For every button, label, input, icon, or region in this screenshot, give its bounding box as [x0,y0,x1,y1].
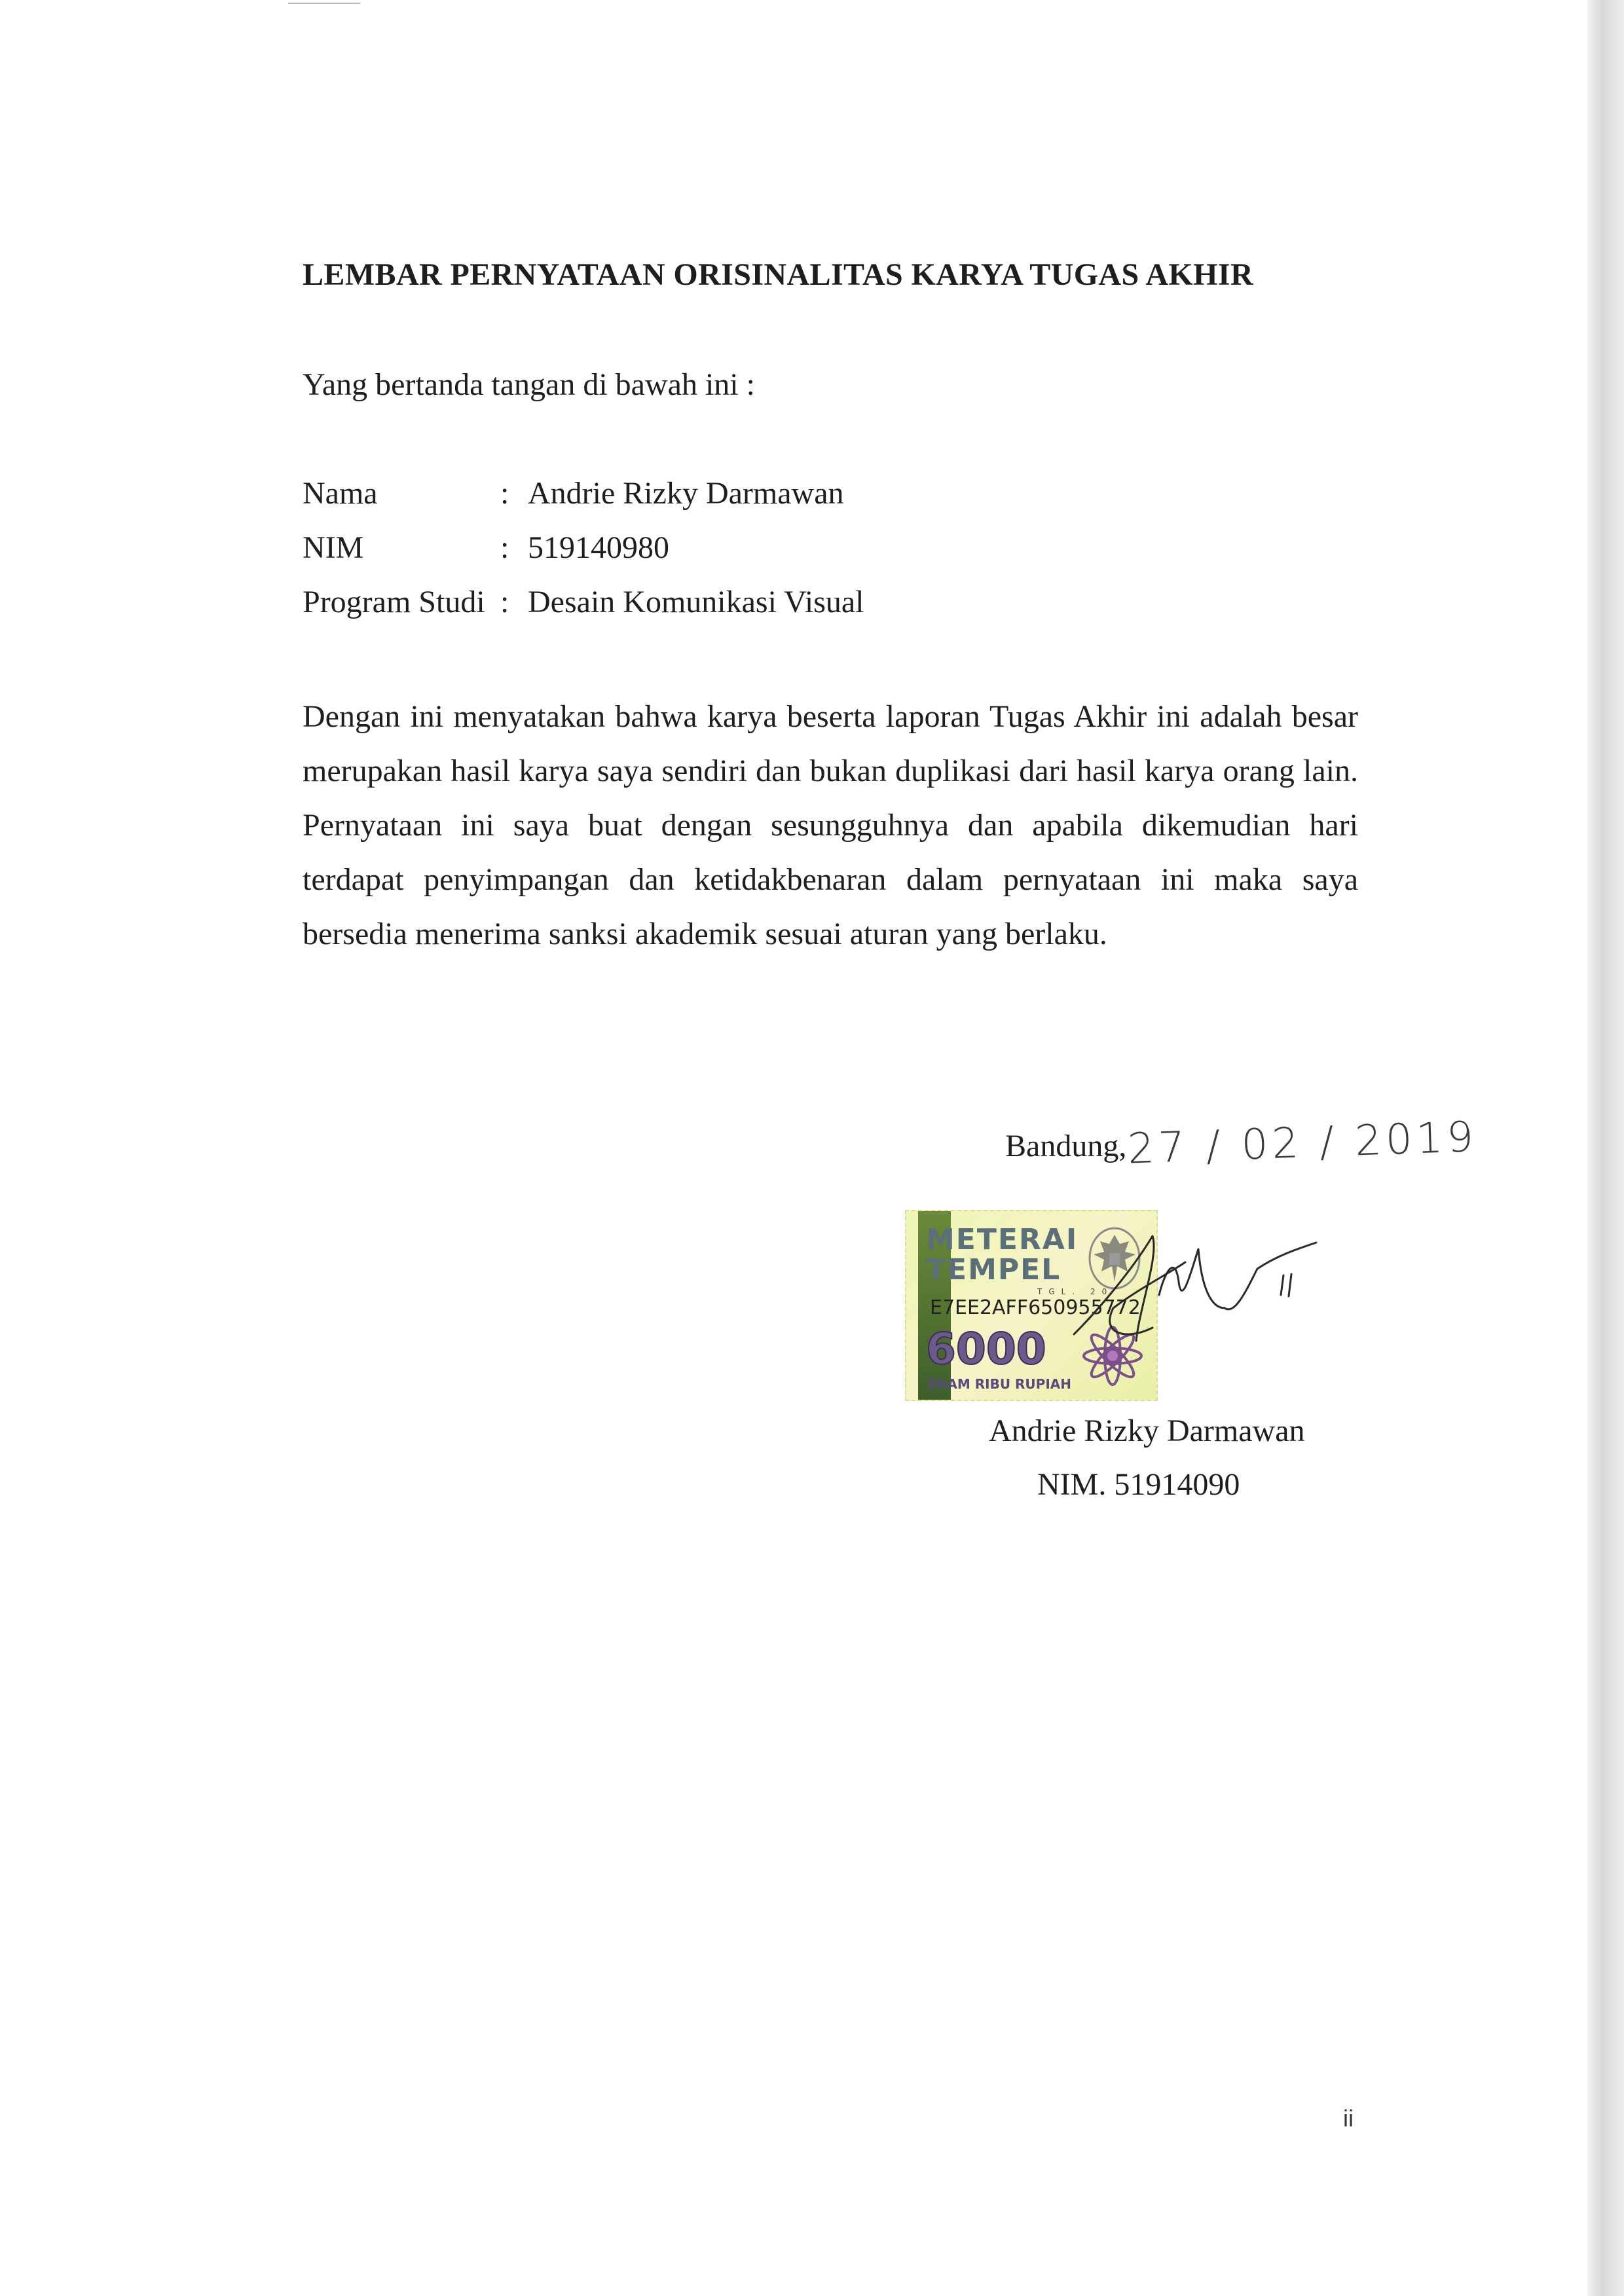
page-number: ii [1343,2105,1354,2132]
identity-value: 519140980 [528,530,669,565]
stamp-serial: E7EE2AFF650955772 [930,1296,1141,1319]
signer-nim: NIM. 51914090 [1037,1467,1240,1502]
identity-colon: : [500,530,509,565]
identity-label: Program Studi [303,585,485,619]
identity-colon: : [500,476,509,511]
handwritten-date: 27 / 02 / 2019 [1126,1113,1479,1174]
stamp-value: 6000 [926,1324,1046,1374]
intro-text: Yang bertanda tangan di bawah ini : [303,367,755,402]
signer-name: Andrie Rizky Darmawan [989,1413,1305,1448]
scan-edge-shadow [1587,0,1624,2296]
statement-paragraph: Dengan ini menyatakan bahwa karya beserta laporan Tugas Akhir ini adalah besar merupakan hasil karya saya sendiri dan bukan duplikasi dari hasil karya orang lain. Pernyataan ini saya buat dengan sesungguhnya dan apabila dikemudian hari terdapat penyimpangan dan ketidakbenaran dalam pernyataan ini maka saya bersedia menerima sanksi akademik sesuai aturan yang berlaku. [303,699,1358,951]
identity-value: Andrie Rizky Darmawan [528,476,844,511]
identity-label: Nama [303,476,378,511]
document-title: LEMBAR PERNYATAAN ORISINALITAS KARYA TUGAS AKHIR [303,257,1254,292]
identity-colon: : [500,585,509,619]
stamp-line2: TEMPEL [926,1253,1061,1286]
stamp-words: ENAM RIBU RUPIAH [927,1376,1071,1392]
stamp-line1: METERAI [926,1223,1079,1256]
scan-mark [288,3,360,4]
stamp-tgl: TGL. 20 [1037,1287,1114,1296]
identity-label: NIM [303,530,364,565]
identity-value: Desain Komunikasi Visual [528,585,864,619]
signature-mark [1061,1210,1323,1367]
place-label: Bandung, [1005,1129,1127,1163]
